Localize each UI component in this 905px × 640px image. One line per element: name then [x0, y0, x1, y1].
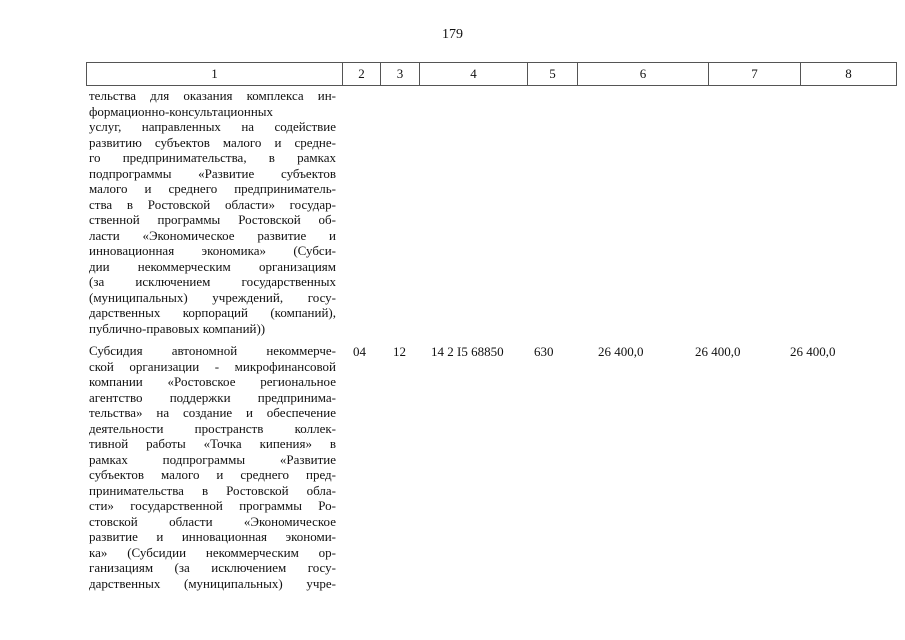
- row1-line: формационно-консультационных: [89, 103, 274, 119]
- row1-line: ственной программы Ростовской об-: [89, 212, 336, 227]
- row2-line: агентство поддержки предпринима-: [89, 389, 336, 405]
- row2-line: принимательства в Ростовской обла-: [89, 482, 336, 498]
- row2-line: рамках подпрограммы «Развитие: [89, 451, 336, 467]
- row2-line: тельства» на создание и обеспечение: [89, 405, 336, 420]
- row2-line: развитие и инновационная экономи-: [89, 529, 336, 544]
- row1-line: малого и среднего предприниматель-: [89, 181, 336, 196]
- row1-line: публично-правовых компаний)): [89, 320, 266, 336]
- cell-subsection: 12: [393, 344, 406, 359]
- row2-line: сти» государственной программы Ро-: [89, 498, 336, 513]
- row2-line: дарственных (муниципальных) учре-: [89, 575, 336, 591]
- cell-amount-col6: 26 400,0: [598, 344, 644, 359]
- row1-line: развитию субъектов малого и средне-: [89, 134, 336, 150]
- row2-line: стовской области «Экономическое: [89, 513, 336, 529]
- page-number: 179: [442, 27, 463, 42]
- row2-line: ганизациям (за исключением госу-: [89, 560, 336, 575]
- row1-line: тельства для оказания комплекса ин-: [89, 88, 336, 103]
- cell-target-code: 14 2 I5 68850: [431, 344, 504, 359]
- row1-line: дарственных корпораций (компаний),: [89, 305, 336, 320]
- row2-line: деятельности пространств коллек-: [89, 420, 336, 436]
- header-col-7: 7: [709, 63, 801, 85]
- table-header-row: [86, 62, 897, 86]
- header-col-8: 8: [845, 66, 852, 81]
- header-col-2: 2: [343, 63, 381, 85]
- row2-line: компании «Ростовское региональное: [89, 374, 336, 389]
- header-col-3: 3: [381, 63, 420, 85]
- row2-line: ской организации - микрофинансовой: [89, 358, 336, 374]
- cell-amount-col8: 26 400,0: [790, 344, 836, 359]
- header-col-1: 1: [87, 63, 343, 85]
- row1-line: инновационная экономика» (Субси-: [89, 243, 336, 258]
- header-col-5: 5: [528, 63, 578, 85]
- header-col-4: 4: [420, 63, 528, 85]
- row2-line: субъектов малого и среднего пред-: [89, 467, 336, 482]
- row1-line: (муниципальных) учреждений, госу-: [89, 289, 336, 305]
- row2-line: тивной работы «Точка кипения» в: [89, 436, 336, 451]
- row1-line: го предпринимательства, в рамках: [89, 150, 336, 165]
- row1-line: ства в Ростовской области» государ-: [89, 196, 336, 212]
- header-col-6: 6: [578, 63, 709, 85]
- row1-line: ласти «Экономическое развитие и: [89, 227, 336, 243]
- row1-line: подпрограммы «Развитие субъектов: [89, 165, 336, 181]
- cell-amount-col7: 26 400,0: [695, 344, 741, 359]
- row1-line: (за исключением государственных: [89, 274, 336, 289]
- row2-line: ка» (Субсидии некоммерческим ор-: [89, 544, 336, 560]
- row1-line: дии некоммерческим организациям: [89, 258, 336, 274]
- cell-section: 04: [353, 344, 366, 359]
- row2-line: Субсидия автономной некоммерче-: [89, 343, 336, 358]
- row1-line: услуг, направленных на содействие: [89, 119, 336, 134]
- cell-expense-type: 630: [534, 344, 554, 359]
